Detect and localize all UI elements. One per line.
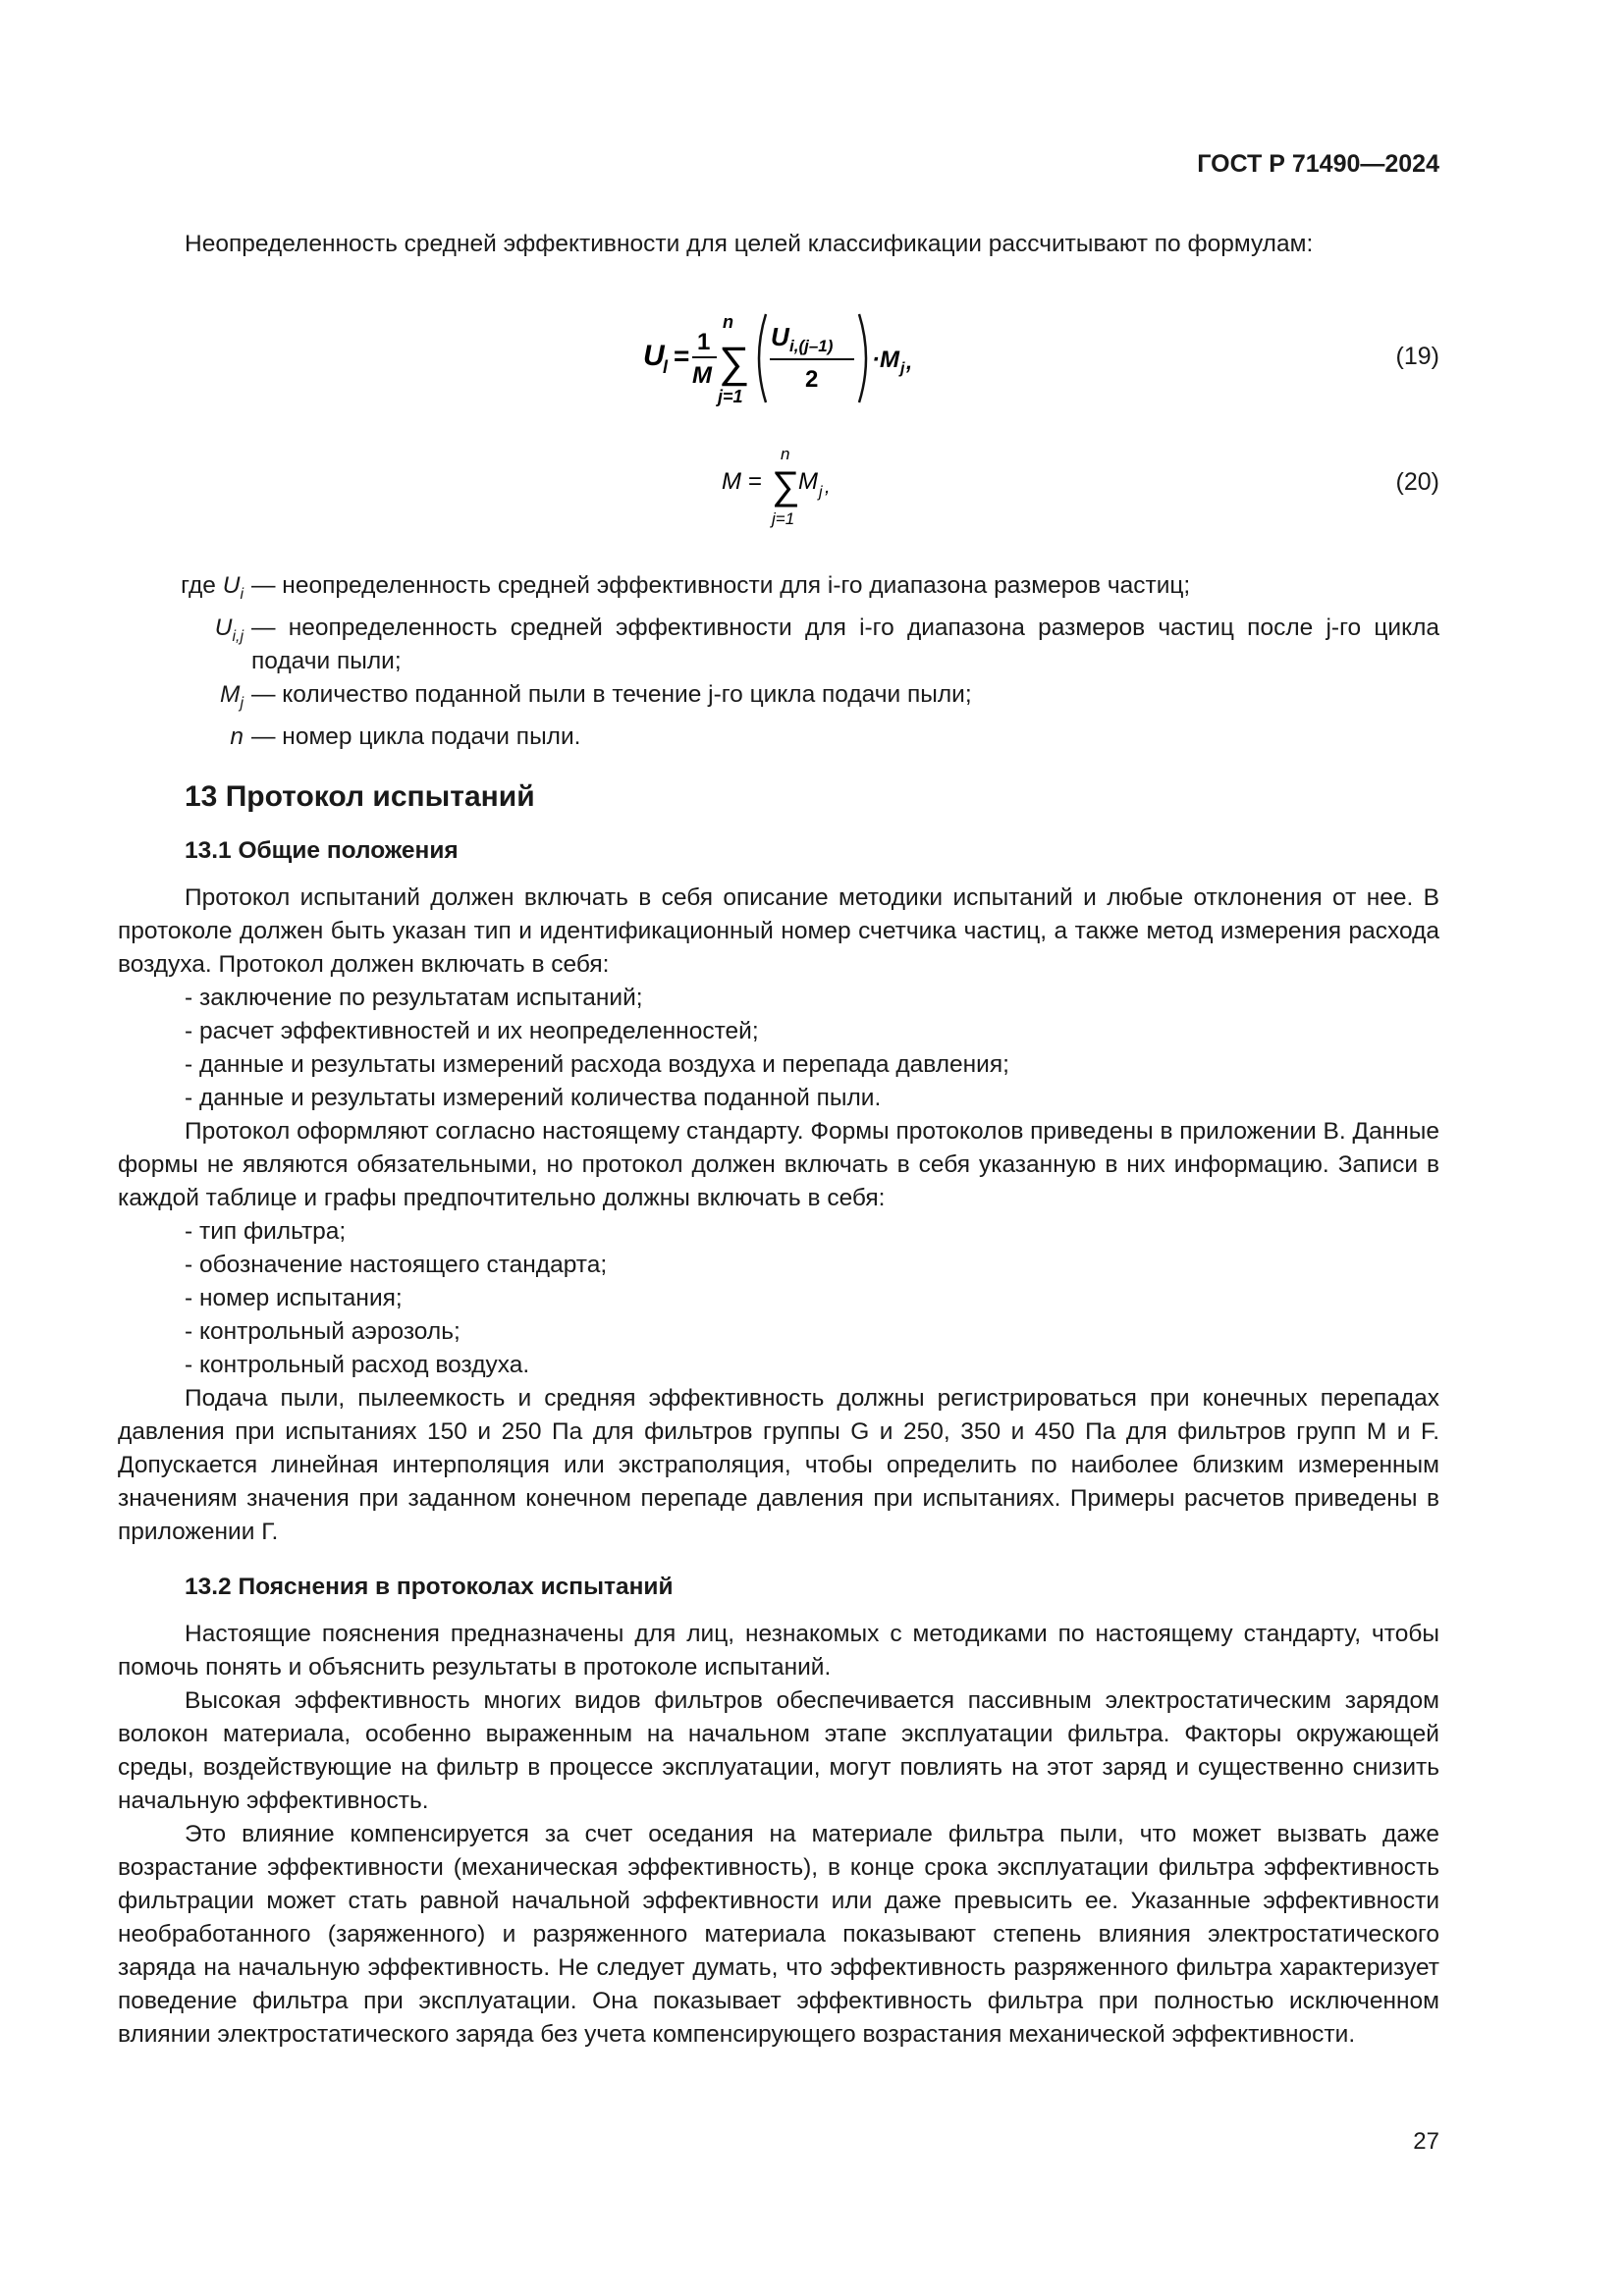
paragraph: Неопределенность средней эффективности для целей классификации рассчитывают по формулам: bbox=[185, 231, 1314, 257]
where-subscript: j bbox=[240, 694, 244, 712]
where-subscript: i,j bbox=[232, 627, 244, 645]
formula-symbol: M = bbox=[722, 468, 762, 495]
equation-19 bbox=[118, 304, 1439, 412]
where-symbol: U bbox=[214, 614, 233, 641]
list-item: - номер испытания; bbox=[118, 1282, 1439, 1315]
list-item: - тип фильтра; bbox=[118, 1215, 1439, 1249]
formula-denominator: M bbox=[692, 362, 712, 389]
paragraph: Высокая эффективность многих видов фильтров обеспечивается пассивным электростатическим зарядом волокон материала, особенно выраженным на начальном этапе эксплуатации фильтра. Факторы окружающей среды, воздействующие на фильтр в процессе эксплуатации, могут повлиять на этот заряд и существенно снизить начальную эффективность. bbox=[118, 1687, 1439, 1814]
formula-numerator: 1 bbox=[697, 329, 711, 355]
where-subscript: i bbox=[240, 585, 244, 603]
formula-subscript: j bbox=[900, 360, 905, 377]
where-term bbox=[118, 678, 244, 721]
where-term bbox=[118, 612, 244, 678]
equation-20 bbox=[118, 440, 1439, 538]
where-prefix: где bbox=[181, 572, 216, 599]
where-definition: — номер цикла подачи пыли. bbox=[251, 722, 581, 750]
intro-section bbox=[118, 228, 1439, 261]
page-number: 27 bbox=[1413, 2128, 1439, 2155]
section-13 bbox=[118, 777, 1439, 2052]
list-item: - обозначение настоящего стандарта; bbox=[118, 1249, 1439, 1282]
subsection-heading: 13.2 Пояснения в протоколах испытаний bbox=[185, 1574, 674, 1600]
document-header: ГОСТ Р 71490—2024 bbox=[1197, 150, 1439, 178]
formula-20 bbox=[118, 440, 1439, 538]
formula-denominator: 2 bbox=[805, 366, 819, 393]
formula-punct: , bbox=[906, 349, 913, 374]
formula-subscript: i,(j–1) bbox=[789, 337, 834, 355]
where-term bbox=[118, 721, 244, 754]
sum-lower: j=1 bbox=[772, 509, 795, 528]
formula-numerator: U bbox=[771, 322, 789, 351]
sum-sign: ∑ bbox=[719, 339, 750, 387]
subsection-heading: 13.1 Общие положения bbox=[185, 837, 459, 864]
list-item: - контрольный расход воздуха. bbox=[118, 1349, 1439, 1382]
equation-number: (20) bbox=[1395, 468, 1439, 496]
where-list bbox=[118, 569, 1439, 754]
formula-symbol: ·M bbox=[872, 347, 899, 373]
sum-lower: j=1 bbox=[718, 387, 743, 406]
sum-sign: ∑ bbox=[772, 464, 800, 507]
sum-upper: n bbox=[781, 445, 790, 463]
paragraph: Это влияние компенсируется за счет оседания на материале фильтра пыли, что может вызвать даже возрастание эффективности (механическая эффективность), в конце срока эксплуатации фильтра эффективность фильтрации может стать равной начальной эффективности или даже превысить ее. Указанные эффективности необработанного (заряженного) и разряженного материала показывают степень влияния электростатического заряда на начальную эффективность. Не следует думать, что эффективность разряженного фильтра характеризует поведение фильтра при эксплуатации. Она показывает эффективность фильтра при полностью исключенном влиянии электростатического заряда без учета компенсирующего возрастания механической эффективности. bbox=[118, 1821, 1439, 2048]
where-symbol: n bbox=[230, 722, 244, 750]
paragraph: Протокол оформляют согласно настоящему стандарту. Формы протоколов приведены в приложении В. Данные формы не являются обязательными, но протокол должен включать в себя указанную в них информацию. Записи в каждой таблице и графы предпочтительно должны включать в себя: bbox=[118, 1118, 1439, 1211]
section-heading: 13 Протокол испытаний bbox=[185, 780, 535, 813]
where-definition: — неопределенность средней эффективности для i-го диапазона размеров частиц; bbox=[251, 572, 1191, 599]
paragraph: Настоящие пояснения предназначены для лиц, незнакомых с методиками по настоящему стандарту, чтобы помочь понять и объяснить результаты в протоколе испытаний. bbox=[118, 1621, 1439, 1681]
paragraph: Протокол испытаний должен включать в себя описание методики испытаний и любые отклонения от нее. В протоколе должен быть указан тип и идентификационный номер счетчика частиц, а также метод измерения расхода воздуха. Протокол должен включать в себя: bbox=[118, 884, 1439, 978]
list-item: - контрольный аэрозоль; bbox=[118, 1315, 1439, 1349]
equation-number: (19) bbox=[1395, 343, 1439, 370]
equals-sign: = bbox=[674, 341, 690, 371]
where-definition: — неопределенность средней эффективности для i-го диапазона размеров частиц после j-го цикла подачи пыли; bbox=[251, 614, 1439, 674]
paragraph: Подача пыли, пылеемкость и средняя эффективность должны регистрироваться при конечных перепадах давления при испытаниях 150 и 250 Па для фильтров группы G и 250, 350 и 450 Па для фильтров групп M и F. Допускается линейная интерполяция или экстраполяция, чтобы определить по наиболее близким измеренным значениям значения при заданном конечном перепаде давления при испытаниях. Примеры расчетов приведены в приложении Г. bbox=[118, 1385, 1439, 1545]
list-item: - заключение по результатам испытаний; bbox=[118, 982, 1439, 1015]
formula-symbol: M bbox=[798, 468, 818, 495]
where-symbol: U bbox=[222, 572, 241, 599]
list-item: - расчет эффективностей и их неопределенностей; bbox=[118, 1015, 1439, 1048]
sum-upper: n bbox=[723, 312, 733, 332]
formula-punct: , bbox=[825, 476, 831, 498]
list-item: - данные и результаты измерений количества поданной пыли. bbox=[118, 1082, 1439, 1115]
formula-symbol: U bbox=[643, 340, 665, 372]
where-symbol: M bbox=[220, 680, 241, 708]
formula-subscript: j bbox=[819, 484, 823, 501]
where-definition: — количество поданной пыли в течение j-го цикла подачи пыли; bbox=[251, 680, 972, 708]
formula-subscript: l bbox=[663, 357, 669, 377]
formula-19 bbox=[118, 304, 1439, 412]
list-item: - данные и результаты измерений расхода воздуха и перепада давления; bbox=[118, 1048, 1439, 1082]
where-term bbox=[118, 569, 244, 612]
